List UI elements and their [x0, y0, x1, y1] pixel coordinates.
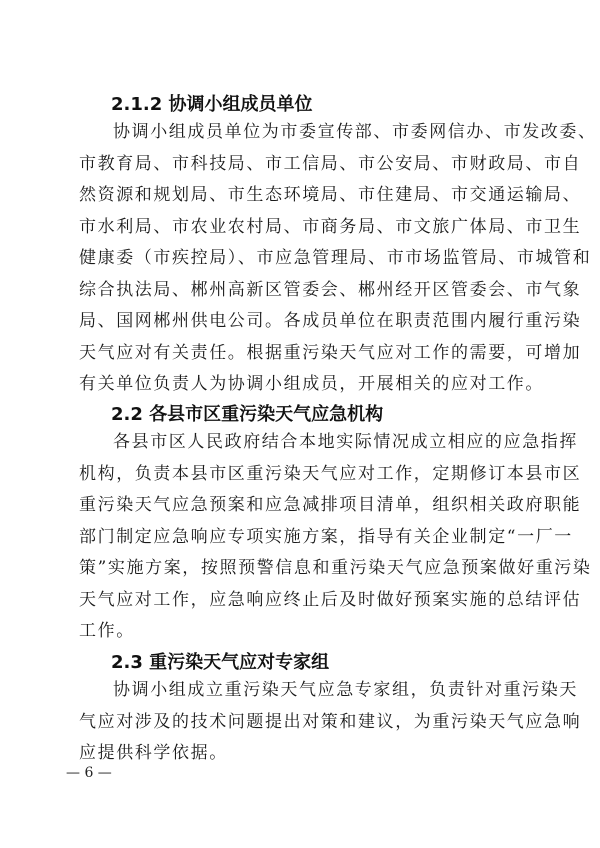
paragraph-line: 健康委（市疾控局）、市应急管理局、市市场监管局、市城管和 — [79, 248, 592, 268]
paragraph-line: 市教育局、市科技局、市工信局、市公安局、市财政局、市自 — [79, 153, 582, 174]
paragraph-line: 部门制定应急响应专项实施方案，指导有关企业制定“一厂一 — [79, 526, 573, 547]
paragraph-line: 机构，负责本县市区重污染天气应对工作，定期修订本县市区 — [79, 463, 582, 484]
paragraph-line: 综合执法局、郴州高新区管委会、郴州经开区管委会、市气象 — [79, 279, 582, 300]
paragraph-line: 重污染天气应急预案和应急减排项目清单，组织相关政府职能 — [79, 495, 582, 515]
section-paragraph-2-1-2 — [79, 117, 597, 401]
paragraph-line: 有关单位负责人为协调小组成员，开展相关的应对工作。 — [79, 374, 544, 394]
paragraph-line: 局、国网郴州供电公司。各成员单位在职责范围内履行重污染 — [79, 311, 582, 331]
section-paragraph-2-3 — [79, 675, 582, 770]
section-paragraph-2-2 — [79, 427, 592, 648]
paragraph-line: 然资源和规划局、市生态环境局、市住建局、市交通运输局、 — [79, 185, 582, 205]
paragraph-line: 工作。 — [79, 621, 135, 641]
section-heading-2-3: 2.3 重污染天气应对专家组 — [111, 652, 330, 673]
paragraph-line: 协调小组成立重污染天气应急专家组，负责针对重污染天 — [113, 680, 578, 700]
section-heading-2-2: 2.2 各县市区重污染天气应急机构 — [111, 404, 384, 425]
paragraph-line: 各县市区人民政府结合本地实际情况成立相应的应急指挥 — [113, 432, 578, 452]
paragraph-line: 协调小组成员单位为市委宣传部、市委网信办、市发改委、 — [113, 122, 597, 142]
paragraph-line: 气应对涉及的技术问题提出对策和建议，为重污染天气应急响 — [79, 711, 582, 732]
paragraph-line: 天气应对工作，应急响应终止后及时做好预案实施的总结评估 — [79, 589, 582, 610]
paragraph-line: 策”实施方案，按照预警信息和重污染天气应急预案做好重污染 — [79, 558, 592, 578]
paragraph-line: 市水利局、市农业农村局、市商务局、市文旅广体局、市卫生 — [79, 216, 582, 237]
page-number: — 6 — — [66, 765, 112, 781]
paragraph-line: 天气应对有关责任。根据重污染天气应对工作的需要，可增加 — [79, 342, 582, 363]
paragraph-line: 应提供科学依据。 — [79, 743, 228, 763]
section-heading-2-1-2: 2.1.2 协调小组成员单位 — [111, 94, 313, 115]
